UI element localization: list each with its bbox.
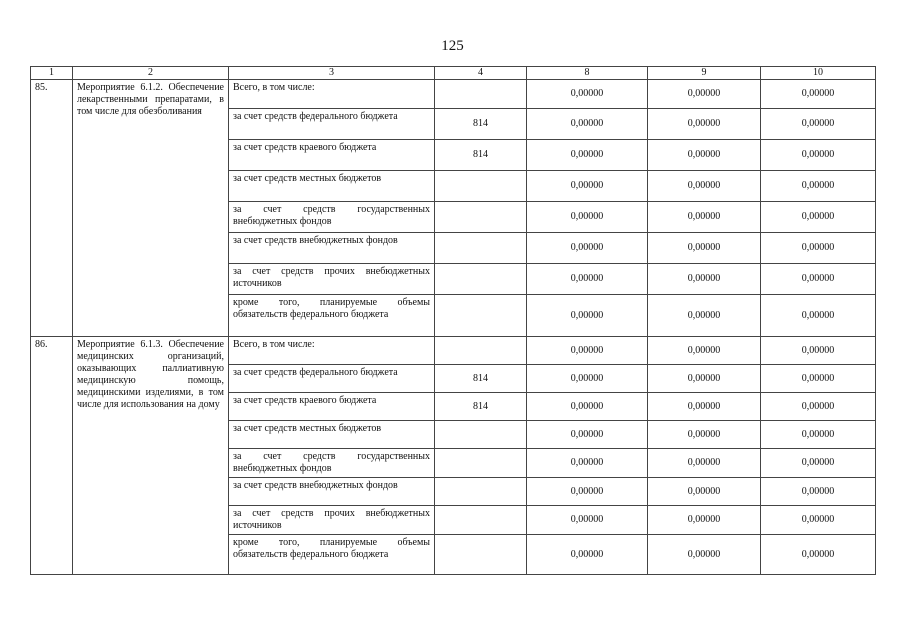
value-col-8: 0,00000 — [527, 449, 648, 478]
value-col-10: 0,00000 — [761, 233, 876, 264]
value-col-10: 0,00000 — [761, 337, 876, 365]
budget-code — [435, 295, 527, 337]
funding-source: Всего, в том числе: — [229, 80, 435, 109]
funding-source: за счет средств внебюджетных фондов — [229, 478, 435, 506]
funding-source: кроме того, планируемые объемы обязательств федерального бюджета — [229, 295, 435, 337]
value-col-8: 0,00000 — [527, 478, 648, 506]
funding-source: за счет средств государственных внебюджетных фондов — [229, 202, 435, 233]
budget-code — [435, 449, 527, 478]
value-col-8: 0,00000 — [527, 393, 648, 421]
value-col-9: 0,00000 — [648, 365, 761, 393]
value-col-10: 0,00000 — [761, 109, 876, 140]
budget-code — [435, 421, 527, 449]
funding-source: кроме того, планируемые объемы обязательств федерального бюджета — [229, 535, 435, 575]
value-col-8: 0,00000 — [527, 506, 648, 535]
column-header: 8 — [527, 67, 648, 80]
value-col-9: 0,00000 — [648, 535, 761, 575]
budget-code — [435, 337, 527, 365]
value-col-9: 0,00000 — [648, 264, 761, 295]
value-col-9: 0,00000 — [648, 421, 761, 449]
value-col-9: 0,00000 — [648, 393, 761, 421]
value-col-10: 0,00000 — [761, 478, 876, 506]
budget-code: 814 — [435, 140, 527, 171]
funding-source: за счет средств краевого бюджета — [229, 140, 435, 171]
budget-table — [30, 66, 876, 575]
table-row — [31, 80, 876, 109]
budget-code — [435, 202, 527, 233]
value-col-9: 0,00000 — [648, 506, 761, 535]
value-col-8: 0,00000 — [527, 295, 648, 337]
value-col-10: 0,00000 — [761, 140, 876, 171]
budget-code — [435, 535, 527, 575]
budget-code — [435, 233, 527, 264]
measure-name: Мероприятие 6.1.3. Обеспечение медицинских организаций, оказывающих паллиативную медицинскую помощь, медицинскими изделиями, в том числе для использования на дому — [73, 337, 229, 575]
value-col-9: 0,00000 — [648, 233, 761, 264]
value-col-9: 0,00000 — [648, 202, 761, 233]
value-col-8: 0,00000 — [527, 140, 648, 171]
value-col-9: 0,00000 — [648, 171, 761, 202]
funding-source: за счет средств внебюджетных фондов — [229, 233, 435, 264]
funding-source: за счет средств прочих внебюджетных источников — [229, 506, 435, 535]
value-col-9: 0,00000 — [648, 295, 761, 337]
value-col-10: 0,00000 — [761, 80, 876, 109]
value-col-10: 0,00000 — [761, 202, 876, 233]
value-col-9: 0,00000 — [648, 109, 761, 140]
value-col-10: 0,00000 — [761, 365, 876, 393]
header-row — [31, 67, 876, 80]
budget-code — [435, 506, 527, 535]
column-header: 2 — [73, 67, 229, 80]
row-number: 86. — [31, 337, 73, 575]
value-col-10: 0,00000 — [761, 295, 876, 337]
value-col-8: 0,00000 — [527, 171, 648, 202]
value-col-9: 0,00000 — [648, 80, 761, 109]
funding-source: Всего, в том числе: — [229, 337, 435, 365]
column-header: 3 — [229, 67, 435, 80]
value-col-10: 0,00000 — [761, 393, 876, 421]
page-number: 125 — [441, 38, 464, 54]
value-col-10: 0,00000 — [761, 421, 876, 449]
value-col-10: 0,00000 — [761, 535, 876, 575]
table-row — [31, 337, 876, 365]
measure-name: Мероприятие 6.1.2. Обеспечение лекарственными препаратами, в том числе для обезболивания — [73, 80, 229, 337]
value-col-8: 0,00000 — [527, 80, 648, 109]
value-col-8: 0,00000 — [527, 337, 648, 365]
value-col-10: 0,00000 — [761, 449, 876, 478]
value-col-10: 0,00000 — [761, 171, 876, 202]
value-col-9: 0,00000 — [648, 140, 761, 171]
value-col-10: 0,00000 — [761, 506, 876, 535]
funding-source: за счет средств краевого бюджета — [229, 393, 435, 421]
value-col-8: 0,00000 — [527, 535, 648, 575]
column-header: 10 — [761, 67, 876, 80]
value-col-8: 0,00000 — [527, 421, 648, 449]
value-col-8: 0,00000 — [527, 365, 648, 393]
value-col-8: 0,00000 — [527, 264, 648, 295]
budget-code: 814 — [435, 109, 527, 140]
budget-code — [435, 478, 527, 506]
funding-source: за счет средств прочих внебюджетных источников — [229, 264, 435, 295]
funding-source: за счет средств федерального бюджета — [229, 365, 435, 393]
value-col-9: 0,00000 — [648, 449, 761, 478]
value-col-9: 0,00000 — [648, 478, 761, 506]
budget-code — [435, 171, 527, 202]
budget-code: 814 — [435, 365, 527, 393]
budget-code: 814 — [435, 393, 527, 421]
budget-code — [435, 80, 527, 109]
value-col-9: 0,00000 — [648, 337, 761, 365]
funding-source: за счет средств местных бюджетов — [229, 421, 435, 449]
funding-source: за счет средств местных бюджетов — [229, 171, 435, 202]
value-col-8: 0,00000 — [527, 202, 648, 233]
funding-source: за счет средств государственных внебюджетных фондов — [229, 449, 435, 478]
column-header: 9 — [648, 67, 761, 80]
budget-code — [435, 264, 527, 295]
value-col-10: 0,00000 — [761, 264, 876, 295]
value-col-8: 0,00000 — [527, 233, 648, 264]
value-col-8: 0,00000 — [527, 109, 648, 140]
column-header: 1 — [31, 67, 73, 80]
row-number: 85. — [31, 80, 73, 337]
column-header: 4 — [435, 67, 527, 80]
funding-source: за счет средств федерального бюджета — [229, 109, 435, 140]
